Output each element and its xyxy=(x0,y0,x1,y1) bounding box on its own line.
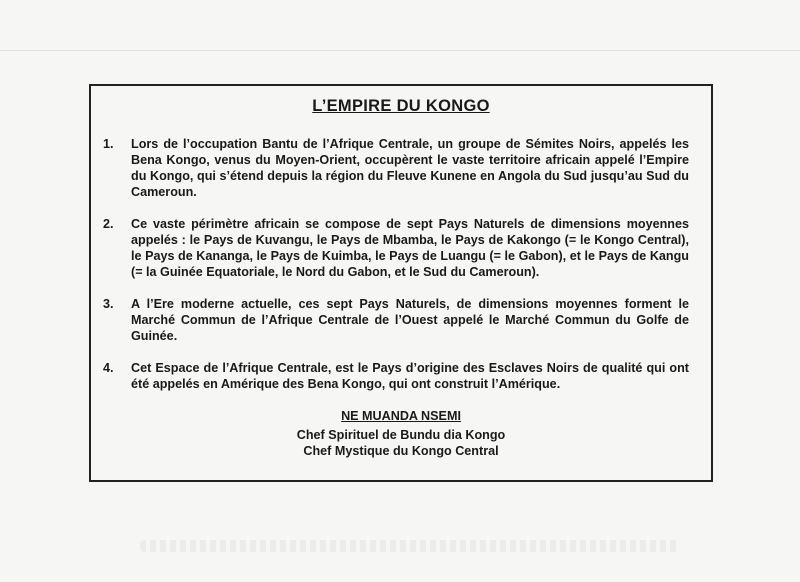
paragraph-list xyxy=(103,136,689,408)
document-frame xyxy=(89,84,713,482)
paragraph-number: 4. xyxy=(103,361,114,375)
document-title: L’EMPIRE DU KONGO xyxy=(312,97,490,115)
back-print-bleed xyxy=(140,540,680,552)
paragraph-text: Ce vaste périmètre africain se compose de sept Pays Naturels de dimensions moyennes appelés : le Pays de Kuvangu, le Pays de Mbamba, le Pays de Kakongo (= le Kongo Central), le Pays de Kananga, le Pays de Kuimba, le Pays de Luangu (= le Gabon), et le Pays de Kangu (= la Guinée Equatoriale, le Nord du Gabon, et le Sud du Cameroun). xyxy=(131,217,689,279)
paragraph-number: 2. xyxy=(103,217,114,231)
paragraph-item xyxy=(103,216,689,280)
paragraph-text: Cet Espace de l’Afrique Centrale, est le Pays d’origine des Esclaves Noirs de qualité qui ont été appelés en Amérique des Bena Kongo, qui ont construit l’Amérique. xyxy=(131,361,689,391)
signature-block xyxy=(91,408,711,459)
paragraph-text: Lors de l’occupation Bantu de l’Afrique Centrale, un groupe de Sémites Noirs, appelés les Bena Kongo, venus du Moyen-Orient, occupèrent le vaste territoire africain appelé l’Empire du Kongo, qui s’étend depuis la région du Fleuve Kunene en Angola du Sud jusqu’au Sud du Cameroun. xyxy=(131,137,689,199)
signature-title-line-2: Chef Mystique du Kongo Central xyxy=(303,444,499,458)
paper-fold-line xyxy=(0,50,800,51)
paragraph-text: A l’Ere moderne actuelle, ces sept Pays Naturels, de dimensions moyennes forment le Marché Commun de l’Afrique Centrale de l’Ouest appelé le Marché Commun du Golfe de Guinée. xyxy=(131,297,689,343)
paragraph-item xyxy=(103,360,689,392)
signature-title-line-1: Chef Spirituel de Bundu dia Kongo xyxy=(296,428,506,442)
paragraph-item xyxy=(103,296,689,344)
paragraph-number: 1. xyxy=(103,137,114,151)
paragraph-item xyxy=(103,136,689,200)
paragraph-number: 3. xyxy=(103,297,114,311)
signature-name: NE MUANDA NSEMI xyxy=(341,409,461,423)
